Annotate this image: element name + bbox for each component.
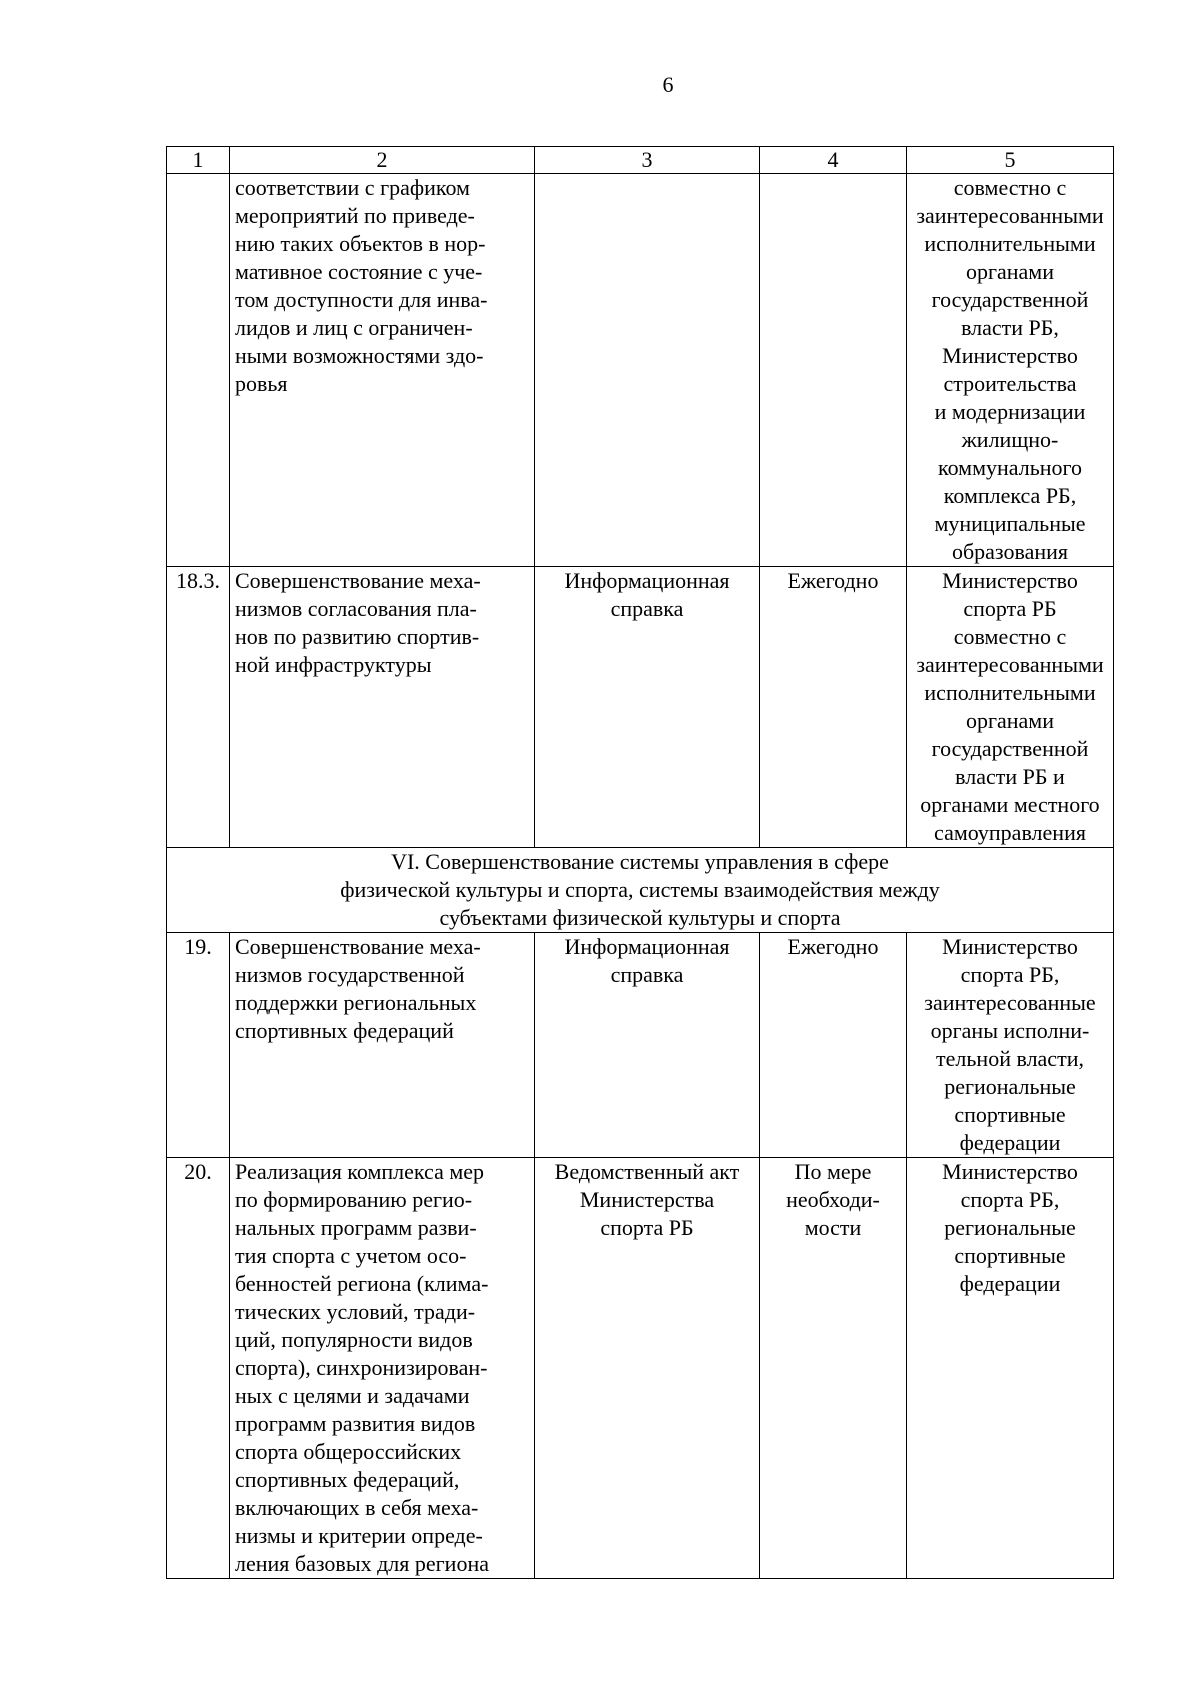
table-header-row xyxy=(167,147,1114,174)
row-action: соответствии с графиком мероприятий по приведе- нию таких объектов в нор- мативное состояние с уче- том доступности для инва- лидов и лиц с ограничен- ными возможностями здо- ровья xyxy=(230,174,535,567)
row-form xyxy=(535,174,760,567)
row-responsible: Министерство спорта РБ совместно с заинтересованными исполнительными органами государственной власти РБ и органами местного самоуправления xyxy=(907,567,1114,848)
row-term: По мере необходи- мости xyxy=(760,1158,907,1579)
row-number: 19. xyxy=(167,933,230,1158)
section-heading-row xyxy=(167,848,1114,933)
row-responsible: Министерство спорта РБ, заинтересованные органы исполни- тельной власти, региональные спортивные федерации xyxy=(907,933,1114,1158)
row-action: Реализация комплекса мер по формированию регио- нальных программ разви- тия спорта с учетом осо- бенностей региона (клима- тических условий, тради- ций, популярности видов спорта), синхронизирован- ных с целями и задачами программ развития видов спорта общероссийских спортивных федераций, включающих в себя меха- низмы и критерии опреде- ления базовых для региона xyxy=(230,1158,535,1579)
table-row xyxy=(167,567,1114,848)
row-action: Совершенствование меха- низмов согласования пла- нов по развитию спортив- ной инфраструктуры xyxy=(230,567,535,848)
row-term: Ежегодно xyxy=(760,933,907,1158)
row-term: Ежегодно xyxy=(760,567,907,848)
row-number: 20. xyxy=(167,1158,230,1579)
row-action: Совершенствование меха- низмов государственной поддержки региональных спортивных федераций xyxy=(230,933,535,1158)
row-form: Ведомственный акт Министерства спорта РБ xyxy=(535,1158,760,1579)
table-row xyxy=(167,1158,1114,1579)
table-row xyxy=(167,174,1114,567)
header-col-1: 1 xyxy=(167,147,230,174)
row-form: Информационная справка xyxy=(535,933,760,1158)
table-row xyxy=(167,933,1114,1158)
header-col-2: 2 xyxy=(230,147,535,174)
header-col-5: 5 xyxy=(907,147,1114,174)
page-number: 6 xyxy=(662,72,674,97)
header-col-3: 3 xyxy=(535,147,760,174)
row-responsible: Министерство спорта РБ, региональные спортивные федерации xyxy=(907,1158,1114,1579)
header-col-4: 4 xyxy=(760,147,907,174)
row-responsible: совместно с заинтересованными исполнительными органами государственной власти РБ, Министерство строительства и модернизации жилищно- коммунального комплекса РБ, муниципальные образования xyxy=(907,174,1114,567)
measures-table xyxy=(166,146,1114,1579)
row-number xyxy=(167,174,230,567)
section-title: VI. Совершенствование системы управления в сфере физической культуры и спорта, системы взаимодействия между субъектами физической культуры и спорта xyxy=(167,848,1114,933)
row-term xyxy=(760,174,907,567)
row-form: Информационная справка xyxy=(535,567,760,848)
row-number: 18.3. xyxy=(167,567,230,848)
